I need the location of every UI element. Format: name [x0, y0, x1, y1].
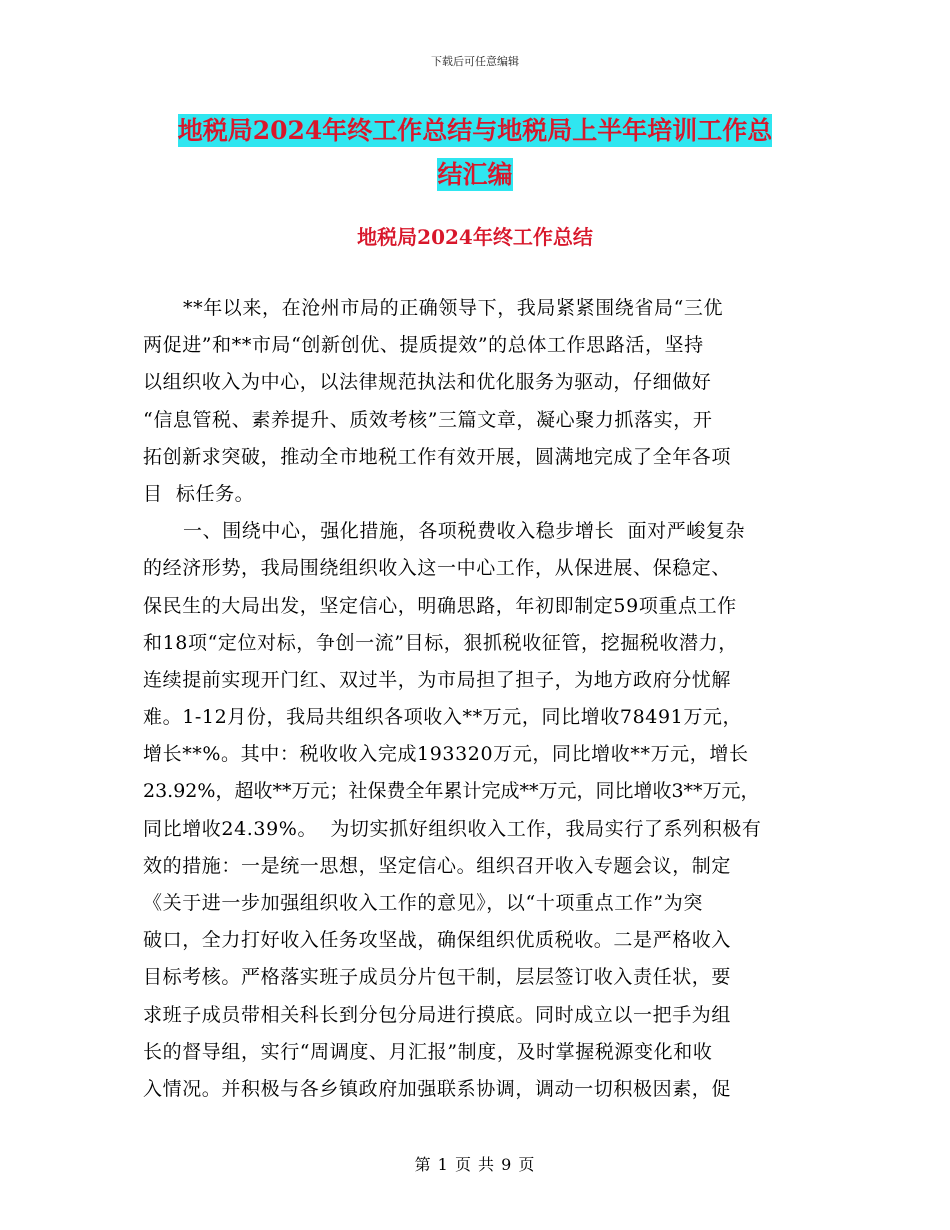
paragraph-line: 求班子成员带相关科长到分包分局进行摸底。同时成立以一把手为组	[143, 1003, 732, 1026]
document-title-line-1	[0, 114, 950, 148]
paragraph-line: “信息管税、素养提升、质效考核”三篇文章，凝心聚力抓落实，开	[143, 408, 713, 431]
body-text	[143, 290, 823, 1108]
paragraph-line: 的经济形势，我局围绕组织收入这一中心工作，从保进展、保稳定、	[143, 557, 732, 580]
section-title: 地税局2024年终工作总结	[357, 225, 593, 249]
paragraph-line: 23.92%，超收**万元；社保费全年累计完成**万元，同比增收3**万元，	[143, 780, 760, 803]
page-footer: 第 1 页 共 9 页	[414, 1155, 536, 1174]
paragraph-line: 增长**%。其中：税收收入完成193320万元，同比增收**万元，增长	[143, 743, 749, 766]
paragraph-line: 目 标任务。	[143, 482, 255, 505]
paragraph-line: 效的措施：一是统一思想，坚定信心。组织召开收入专题会议，制定	[143, 854, 732, 877]
document-title-line-2	[0, 158, 950, 192]
paragraph-line: 目标考核。严格落实班子成员分片包干制，层层签订收入责任状，要	[143, 966, 732, 989]
paragraph-line: 难。1-12月份，我局共组织各项收入**万元，同比增收78491万元，	[143, 706, 743, 729]
paragraph-line: 连续提前实现开门红、双过半，为市局担了担子，为地方政府分忧解	[143, 668, 732, 691]
paragraph-line: 破口，全力打好收入任务攻坚战，确保组织优质税收。二是严格收入	[143, 929, 732, 952]
title-highlight-1: 地税局2024年终工作总结与地税局上半年培训工作总	[177, 116, 773, 145]
paragraph-line: 保民生的大局出发，坚定信心，明确思路，年初即制定59项重点工作	[143, 594, 737, 617]
paragraph-line: **年以来，在沧州市局的正确领导下，我局紧紧围绕省局“三优	[183, 297, 724, 319]
header-note: 下载后可任意编辑	[431, 55, 519, 68]
paragraph-line: 拓创新求突破，推动全市地税工作有效开展，圆满地完成了全年各项	[143, 445, 732, 468]
paragraph-line: 以组织收入为中心，以法律规范执法和优化服务为驱动，仔细做好	[143, 371, 712, 394]
paragraph-line: 和18项“定位对标，争创一流”目标，狠抓税收征管，挖掘税收潜力，	[143, 631, 738, 654]
paragraph-line: 一、围绕中心，强化措施，各项税费收入稳步增长 面对严峻复杂	[183, 520, 746, 543]
paragraph-line: 入情况。并积极与各乡镇政府加强联系协调，调动一切积极因素，促	[143, 1077, 732, 1100]
paragraph-line: 《关于进一步加强组织收入工作的意见》，以“十项重点工作”为突	[143, 892, 703, 914]
title-highlight-2: 结汇编	[437, 160, 513, 189]
paragraph-line: 两促进”和**市局“创新创优、提质提效”的总体工作思路活，坚持	[143, 334, 704, 357]
paragraph-line: 长的督导组，实行“周调度、月汇报”制度，及时掌握税源变化和收	[143, 1040, 713, 1063]
paragraph-line: 同比增收24.39%。 为切实抓好组织收入工作，我局实行了系列积极有	[143, 817, 762, 840]
